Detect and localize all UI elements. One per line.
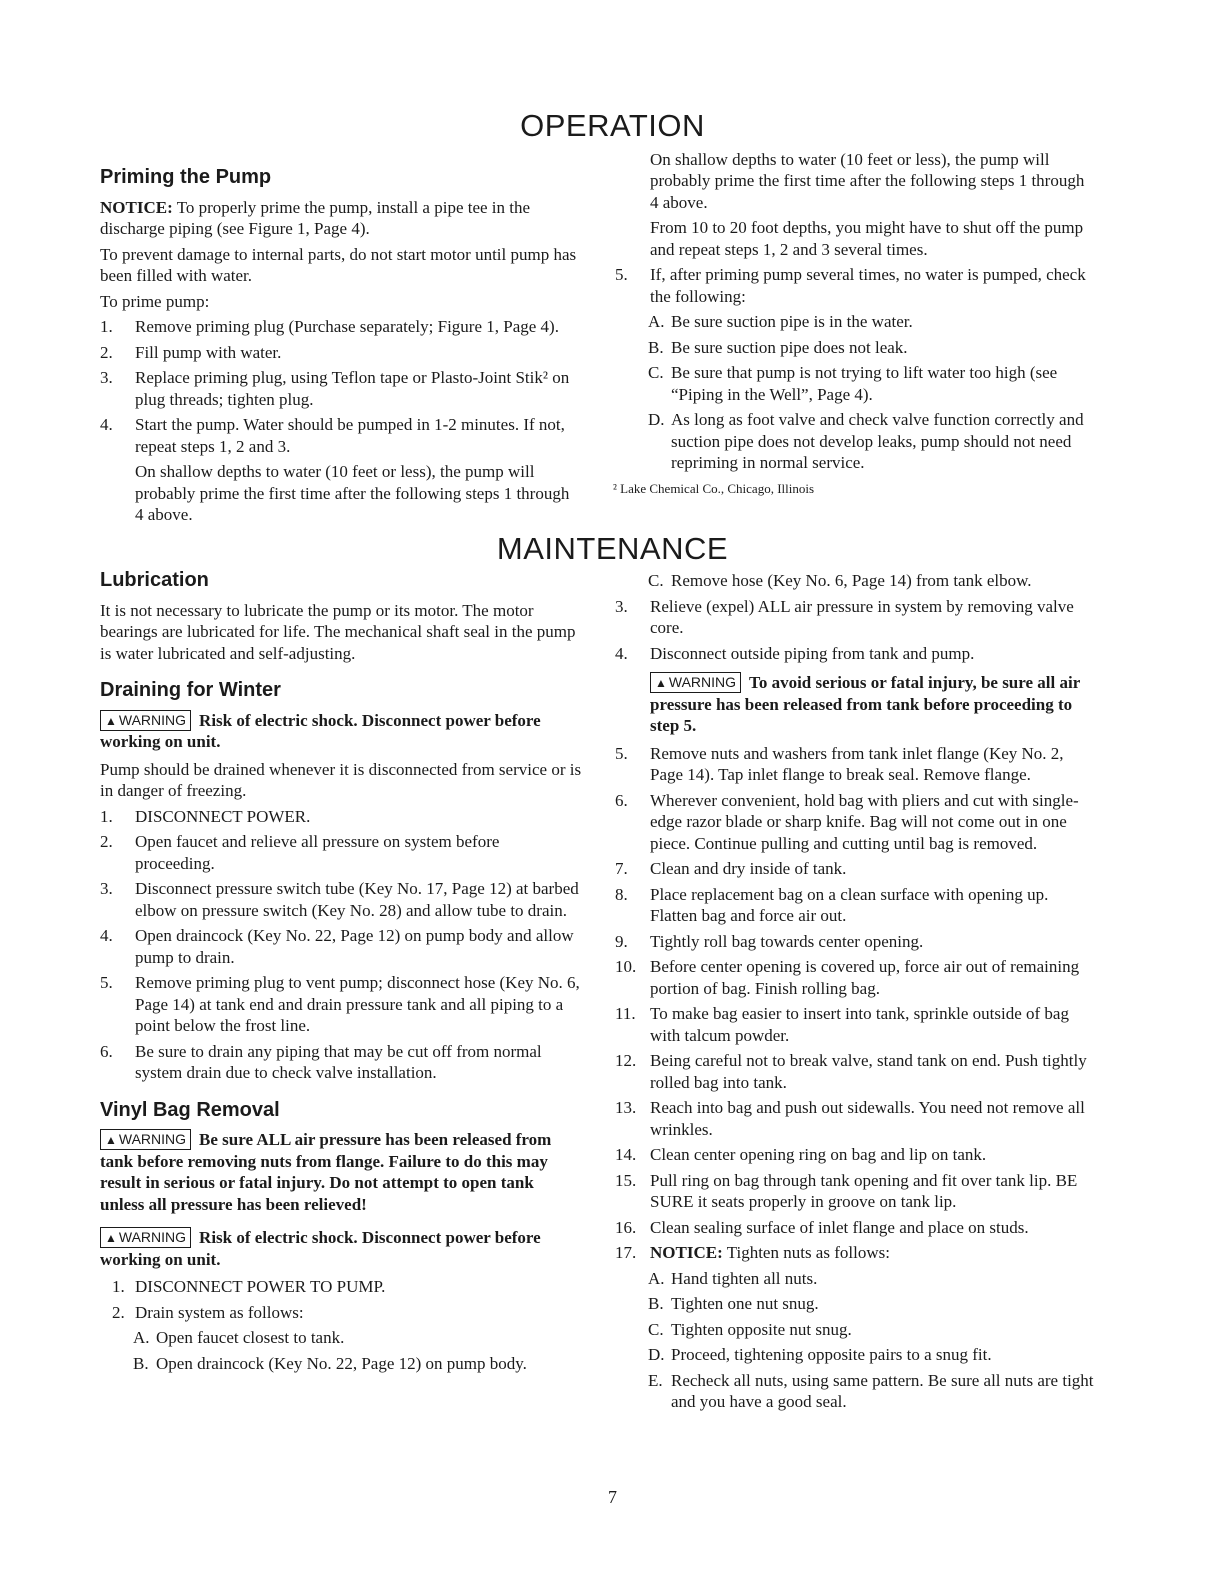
- list-item: 15. Pull ring on bag through tank opening and fit over tank lip. BE SURE it seats properly in groove on tank lip.: [615, 1170, 1078, 1211]
- step4-continuation-end: On shallow depths to water (10 feet or less), the pump will probably prime the first time after the following steps 1 through 4 above.: [650, 149, 1085, 212]
- warning-badge: ▲ WARNING: [100, 1227, 191, 1248]
- maintenance-left-column: [100, 570, 582, 1378]
- vinyl-heading: Vinyl Bag Removal: [100, 1098, 280, 1121]
- draining-intro: Pump should be drained whenever it is disconnected from service or is in danger of freezing.: [100, 759, 582, 800]
- list-item: 1. DISCONNECT POWER.: [100, 806, 311, 826]
- list-item: 2. Fill pump with water.: [100, 342, 282, 362]
- list-item: C. Remove hose (Key No. 6, Page 14) from tank elbow.: [648, 571, 1032, 590]
- list-item: 6. Be sure to drain any piping that may be cut off from normal system drain due to check valve installation.: [100, 1041, 542, 1082]
- list-item: B. Open draincock (Key No. 22, Page 12) on pump body.: [133, 1353, 527, 1373]
- warning-badge: ▲ WARNING: [100, 710, 191, 731]
- priming-para: To prevent damage to internal parts, do not start motor until pump has been filled with water.: [100, 244, 577, 285]
- list-item: 5. Remove nuts and washers from tank inlet flange (Key No. 2, Page 14). Tap inlet flange to break seal. Remove flange.: [615, 743, 1064, 784]
- list-item: 7. Clean and dry inside of tank.: [615, 859, 847, 878]
- list-item: 3. Replace priming plug, using Teflon tape or Plasto-Joint Stik² on plug threads; tighten plug.: [100, 368, 570, 409]
- list-item: 12. Being careful not to break valve, stand tank on end. Push tightly rolled bag into tank.: [615, 1051, 1087, 1092]
- notice-label: NOTICE:: [100, 197, 173, 217]
- list-item: 16. Clean sealing surface of inlet flange and place on studs.: [615, 1217, 1029, 1237]
- warning-badge: ▲ WARNING: [650, 672, 741, 693]
- operation-title: OPERATION: [520, 108, 705, 143]
- list-item: 14. Clean center opening ring on bag and lip on tank.: [615, 1145, 987, 1164]
- lubrication-heading: Lubrication: [100, 569, 209, 591]
- draining-warning: ▲ WARNING Risk of electric shock. Disconnect power before working on unit.: [100, 710, 541, 751]
- list-item: A. Open faucet closest to tank.: [133, 1328, 345, 1347]
- list-item: 3. Disconnect pressure switch tube (Key No. 17, Page 12) at barbed elbow on pressure switch (Key No. 28) and allow tube to drain.: [100, 879, 579, 920]
- maintenance-title: MAINTENANCE: [496, 531, 729, 566]
- list-item: 4. Disconnect outside piping from tank and pump.: [615, 643, 975, 663]
- draining-heading: Draining for Winter: [100, 679, 281, 701]
- list-item: 13. Reach into bag and push out sidewalls. You need not remove all wrinkles.: [615, 1098, 1085, 1139]
- list-item: 8. Place replacement bag on a clean surface with opening up. Flatten bag and force air out.: [615, 884, 1049, 925]
- list-item: B. Be sure suction pipe does not leak.: [648, 337, 908, 357]
- step4-continuation-start: On shallow depths to water (10 feet or less), the pump will probably prime the first time after the following steps 1 through 4 above.: [135, 462, 570, 524]
- list-item: 2. Drain system as follows:: [112, 1302, 304, 1322]
- list-item: 1. Remove priming plug (Purchase separately; Figure 1, Page 4).: [100, 317, 559, 336]
- list-item: A. Be sure suction pipe is in the water.: [648, 312, 913, 331]
- list-item: 3. Relieve (expel) ALL air pressure in system by removing valve core.: [615, 596, 1074, 637]
- page-number: 7: [608, 1487, 617, 1507]
- list-item: B. Tighten one nut snug.: [648, 1294, 819, 1313]
- warning-badge: ▲ WARNING: [100, 1129, 191, 1150]
- warning-triangle-icon: ▲: [105, 713, 117, 728]
- list-item: 5. Remove priming plug to vent pump; disconnect hose (Key No. 6, Page 14) at tank end and drain pressure tank and all piping to a point below the frost line.: [100, 973, 580, 1035]
- step4-continuation-2: From 10 to 20 foot depths, you might have to shut off the pump and repeat steps 1, 2 and 3 several times.: [650, 218, 1084, 259]
- list-item: D. As long as foot valve and check valve function correctly and suction pipe does not develop leaks, pump should not need repriming in normal service.: [648, 410, 1084, 472]
- list-item: 1. DISCONNECT POWER TO PUMP.: [112, 1277, 386, 1296]
- vinyl-warning-step5: ▲ WARNING To avoid serious or fatal injury, be sure all air pressure has been released from tank before proceeding to step 5.: [650, 673, 1080, 735]
- warning-triangle-icon: ▲: [105, 1231, 117, 1245]
- notice-text: To properly prime the pump, install a pipe tee in the discharge piping (see Figure 1, Page 4).: [100, 197, 531, 238]
- priming-para: To prime pump:: [100, 291, 210, 311]
- vinyl-warning-shock: ▲ WARNING Risk of electric shock. Disconnect power before working on unit.: [100, 1228, 541, 1269]
- list-item: D. Proceed, tightening opposite pairs to a snug fit.: [648, 1345, 992, 1364]
- warning-triangle-icon: ▲: [655, 676, 667, 690]
- footnote: ² Lake Chemical Co., Chicago, Illinois: [613, 481, 815, 496]
- priming-heading: Priming the Pump: [100, 166, 272, 188]
- vinyl-warning-pressure: ▲ WARNING Be sure ALL air pressure has been released from tank before removing nuts from flange. Failure to do this may result in serious or fatal injury. Do not attempt to open tank unless all pressure has been relieved!: [100, 1130, 552, 1214]
- list-item: E. Recheck all nuts, using same pattern. Be sure all nuts are tight and you have a good seal.: [648, 1370, 1094, 1411]
- list-item: 10. Before center opening is covered up, force air out of remaining portion of bag. Finish rolling bag.: [615, 957, 1080, 998]
- list-item: 17. NOTICE: Tighten nuts as follows:: [615, 1243, 890, 1262]
- lubrication-text: It is not necessary to lubricate the pump or its motor. The motor bearings are lubricated for life. The mechanical shaft seal in the pump is water lubricated and self-adjusting.: [100, 600, 576, 663]
- operation-left-column: [100, 166, 582, 524]
- priming-notice: [100, 197, 582, 240]
- maintenance-right-column: [615, 570, 1095, 1417]
- list-item: 6. Wherever convenient, hold bag with pliers and cut with single-edge razor blade or sharp knife. Bag will not come out in one piece. Continue pulling and cutting until bag is removed.: [615, 790, 1079, 853]
- warning-triangle-icon: ▲: [105, 1133, 117, 1147]
- list-item: 5. If, after priming pump several times, no water is pumped, check the following:: [615, 265, 1086, 306]
- list-item: A. Hand tighten all nuts.: [648, 1268, 818, 1288]
- list-item: 2. Open faucet and relieve all pressure on system before proceeding.: [100, 832, 500, 873]
- list-item: C. Tighten opposite nut snug.: [648, 1319, 852, 1339]
- list-item: 4. Start the pump. Water should be pumped in 1-2 minutes. If not, repeat steps 1, 2 and 3.: [100, 415, 565, 456]
- operation-right-column: [615, 149, 1095, 478]
- list-item: 4. Open draincock (Key No. 22, Page 12) on pump body and allow pump to drain.: [100, 926, 574, 967]
- list-item: 9. Tightly roll bag towards center opening.: [615, 931, 924, 951]
- list-item: 11. To make bag easier to insert into tank, sprinkle outside of bag with talcum powder.: [615, 1004, 1069, 1045]
- list-item: C. Be sure that pump is not trying to lift water too high (see “Piping in the Well”, Page 4).: [648, 363, 1058, 404]
